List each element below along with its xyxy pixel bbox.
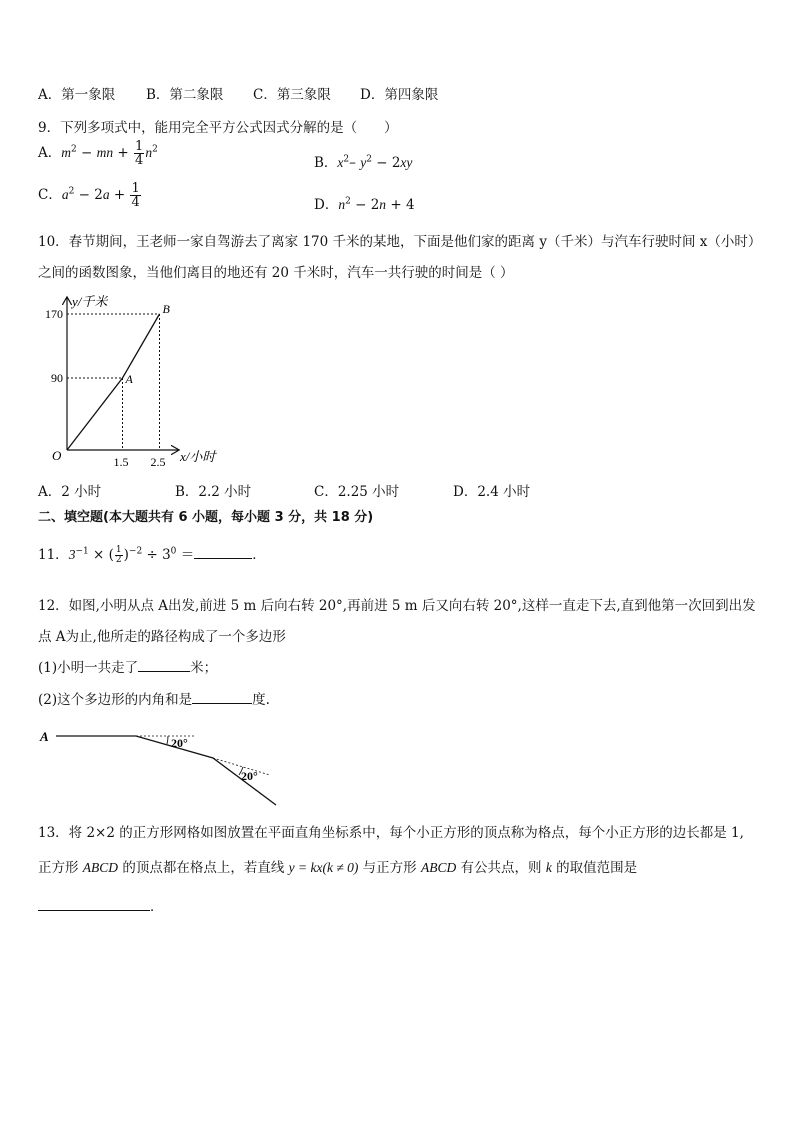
q8-option-c: C．第三象限 — [253, 87, 331, 103]
q10-option-d: D．2.4 小时 — [453, 484, 531, 500]
q13-answer: ． — [38, 895, 164, 915]
y-axis-label: y/千米 — [72, 294, 108, 309]
q12-line2: 点 A为止,他所走的路径构成了一个多边形 — [38, 629, 286, 645]
x-tick-label: 1.5 — [113, 455, 129, 469]
q8-option-b: B．第二象限 — [146, 87, 224, 103]
angle-label-1: 20° — [171, 736, 188, 750]
q12-part1-blank[interactable] — [138, 659, 190, 672]
q10-option-b: B．2.2 小时 — [175, 484, 252, 500]
q12-part1: (1)小明一共走了 米； — [38, 660, 218, 676]
q13-line2: 正方形 ABCD 的顶点都在格点上，若直线 y = kx(k ≠ 0) 与正方形 ABCD 有公共点，则 k 的取值范围是 — [38, 860, 638, 876]
q9-option-d: D．$n^2 - 2n + 4$ — [314, 196, 415, 213]
q8-option-a: A．第一象限 — [38, 87, 116, 103]
q10-option-c: C．2.25 小时 — [314, 484, 400, 500]
q11-fraction: $\frac{1}{2}$ — [115, 545, 122, 565]
q9-option-a-fraction: $\frac{1}{4}$ — [135, 139, 144, 168]
section-heading: 二、填空题(本大题共有 6 小题，每小题 3 分，共 18 分) — [38, 510, 374, 525]
q9-option-c-fraction: $\frac{1}{4}$ — [131, 181, 140, 210]
q9-stem: 9．下列多项式中，能用完全平方公式因式分解的是（ ） — [38, 120, 398, 136]
q10-stem-line1: 10．春节期间，王老师一家自驾游去了离家 170 千米的某地，下面是他们家的距离 y（千米）与汽车行驶时间 x（小时） — [38, 234, 762, 250]
q8-option-d: D．第四象限 — [360, 87, 439, 103]
y-tick-label: 90 — [51, 371, 63, 385]
q12-part2-blank[interactable] — [192, 691, 252, 704]
q9-option-c: C．$a^2 - 2a$ + $\frac{1}{4}$ — [38, 181, 140, 210]
q9-option-a-label: A． — [38, 145, 62, 161]
q11-end: ． — [252, 547, 266, 563]
q12-line1: 12．如图,小明从点 A出发,前进 5 m 后向右转 20°,再前进 5 m 后又向右转 20°,这样一直走下去,直到他第一次回到出发 — [38, 598, 756, 614]
q9-option-c-label: C． — [38, 187, 62, 203]
q9-option-a: A．$m^2$ − mn + $\frac{1}{4}$ $n^2$ — [38, 139, 158, 168]
point-label-A: A — [125, 372, 133, 386]
q10-stem-line2: 之间的函数图象，当他们离目的地还有 20 千米时，汽车一共行驶的时间是（ ） — [38, 265, 514, 281]
angle-label-2: 20° — [241, 769, 258, 783]
x-axis-label: x/小时 — [180, 449, 216, 464]
point-a-label: A — [40, 729, 49, 744]
point-label-B: B — [162, 302, 170, 316]
y-tick-label: 170 — [45, 307, 63, 321]
origin-label: O — [52, 448, 62, 463]
q9-option-d-label: D． — [314, 197, 339, 213]
q13-line1: 13．将 2×2 的正方形网格如图放置在平面直角坐标系中，每个小正方形的顶点称为格点，每个小正方形的边长都是 1, — [38, 825, 744, 841]
series-line — [67, 314, 160, 450]
q11-answer-blank[interactable] — [194, 546, 252, 559]
q13-answer-blank[interactable] — [38, 898, 150, 911]
q10-graph — [30, 288, 230, 478]
q9-option-b-label: B． — [314, 155, 338, 171]
q12-path-figure — [38, 725, 288, 810]
q9-option-b: B．$x^2-$ $y^2 - 2xy$ — [314, 154, 413, 171]
q12-part2: (2)这个多边形的内角和是 度. — [38, 692, 270, 708]
x-tick-label: 2.5 — [150, 455, 166, 469]
q10-option-a: A．2 小时 — [38, 484, 102, 500]
q11-equals: ＝ — [180, 547, 195, 563]
q11-number: 11． — [38, 547, 69, 563]
q11: 11．$3^{-1}$ × ( $\frac{1}{2}$ )$^{-2} \div 3^0$ ＝ ． — [38, 545, 266, 565]
